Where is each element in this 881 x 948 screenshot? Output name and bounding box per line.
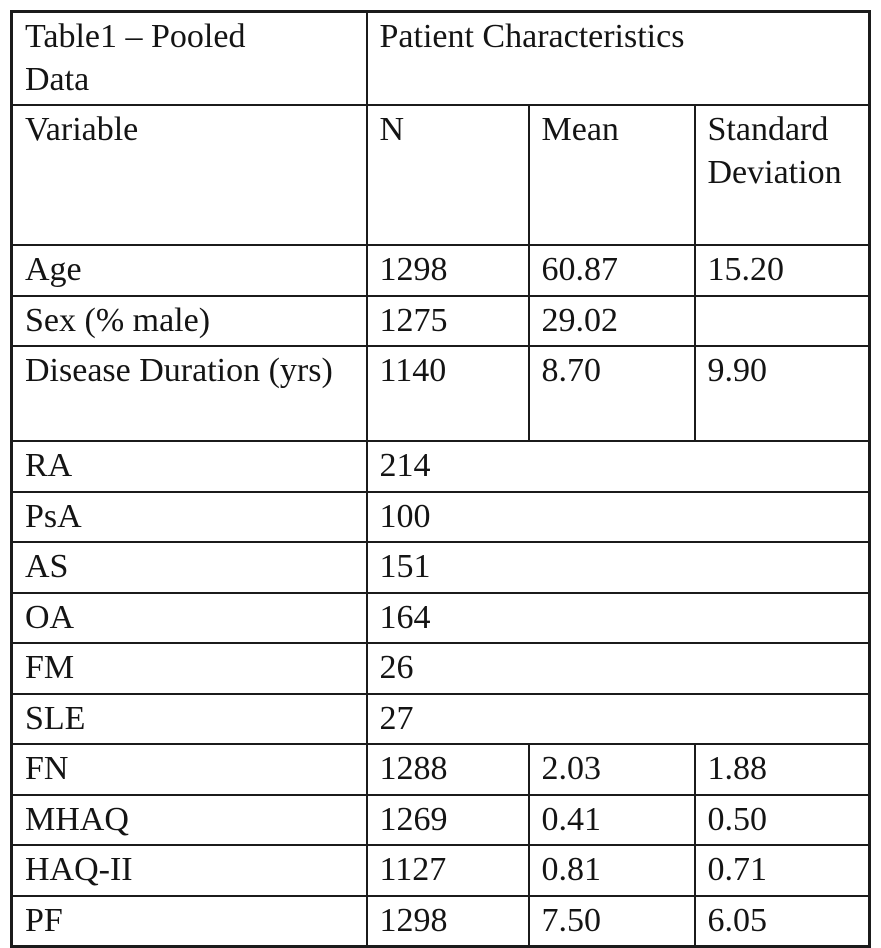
table-row [12,542,870,593]
cell-variable: PF [12,896,367,947]
cell-n: 1140 [367,346,529,441]
table-row [12,492,870,543]
cell-mean: 60.87 [529,245,695,296]
cell-variable: Age [12,245,367,296]
cell-variable: Disease Duration (yrs) [12,346,367,441]
patient-characteristics-table [10,10,871,948]
column-header-n: N [367,105,529,245]
cell-sd: 6.05 [695,896,870,947]
cell-variable: FN [12,744,367,795]
table-title-row [12,12,870,106]
cell-mean: 7.50 [529,896,695,947]
cell-n: 1275 [367,296,529,347]
cell-mean: 2.03 [529,744,695,795]
table-row [12,845,870,896]
cell-mean: 0.81 [529,845,695,896]
column-header-row [12,105,870,245]
cell-n: 1298 [367,896,529,947]
group-header-cell: Patient Characteristics [367,12,870,106]
cell-variable: RA [12,441,367,492]
cell-n: 1288 [367,744,529,795]
cell-variable: PsA [12,492,367,543]
column-header-mean: Mean [529,105,695,245]
table-title-cell [12,12,367,106]
cell-n: 26 [367,643,870,694]
cell-mean: 0.41 [529,795,695,846]
cell-n: 1269 [367,795,529,846]
table-row [12,744,870,795]
table-row [12,346,870,441]
cell-n: 214 [367,441,870,492]
cell-n: 1127 [367,845,529,896]
cell-mean: 8.70 [529,346,695,441]
cell-variable: MHAQ [12,795,367,846]
cell-sd: 9.90 [695,346,870,441]
cell-n: 1298 [367,245,529,296]
cell-variable: HAQ-II [12,845,367,896]
cell-sd: 0.50 [695,795,870,846]
column-header-sd-label: Standard Deviation [707,111,842,191]
table-row [12,245,870,296]
column-header-variable: Variable [12,105,367,245]
table-row [12,296,870,347]
table-row [12,441,870,492]
table-title: Table1 – Pooled Data [25,18,246,98]
cell-mean: 29.02 [529,296,695,347]
cell-variable: Sex (% male) [12,296,367,347]
table-row [12,694,870,745]
table-row [12,643,870,694]
cell-sd [695,296,870,347]
cell-sd: 0.71 [695,845,870,896]
cell-n: 100 [367,492,870,543]
cell-sd: 1.88 [695,744,870,795]
cell-n: 151 [367,542,870,593]
table-row [12,896,870,947]
column-header-sd [695,105,870,245]
cell-variable: FM [12,643,367,694]
cell-n: 164 [367,593,870,644]
cell-variable: OA [12,593,367,644]
table-row [12,593,870,644]
cell-variable: SLE [12,694,367,745]
cell-n: 27 [367,694,870,745]
cell-sd: 15.20 [695,245,870,296]
cell-variable: AS [12,542,367,593]
table-row [12,795,870,846]
